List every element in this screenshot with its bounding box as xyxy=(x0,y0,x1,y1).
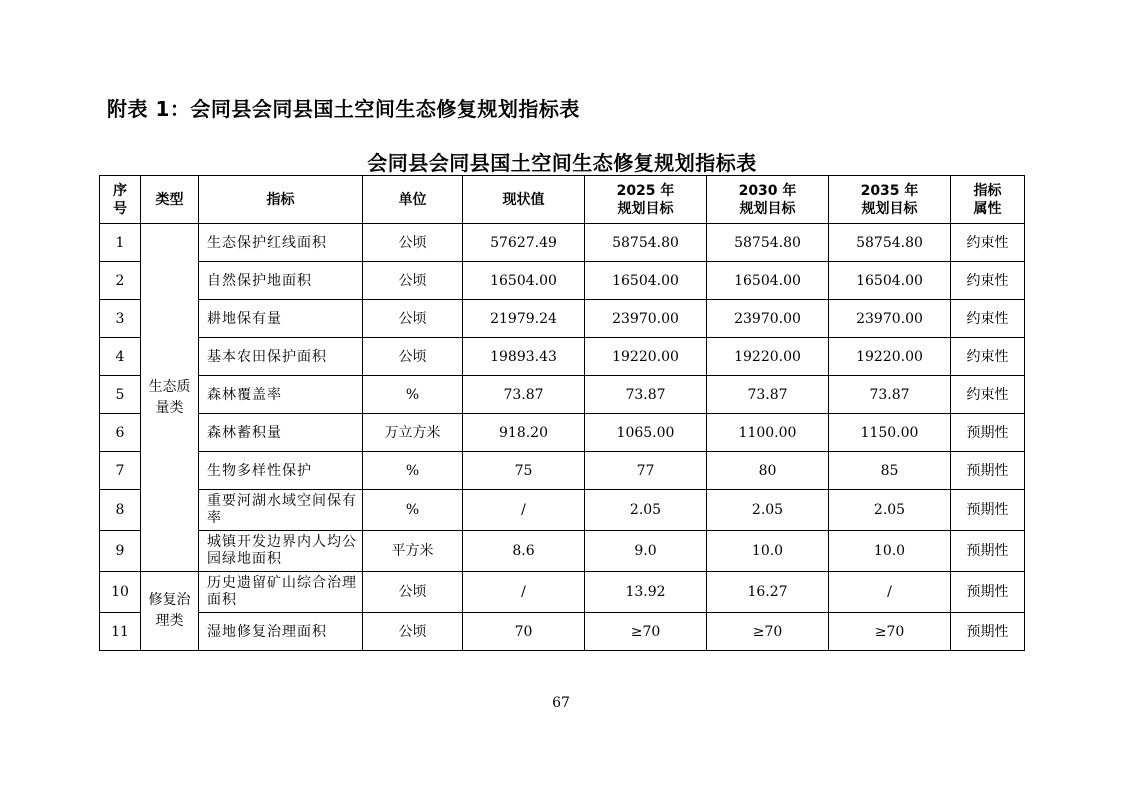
indicator-table xyxy=(99,175,1025,651)
cell-2025: 16504.00 xyxy=(585,262,707,300)
cell-2035: 10.0 xyxy=(829,531,951,572)
cell-2025: 77 xyxy=(585,452,707,490)
cell-current: 73.87 xyxy=(463,376,585,414)
cell-2035: ≥70 xyxy=(829,613,951,651)
cell-indicator: 生物多样性保护 xyxy=(199,452,363,490)
table-title: 会同县会同县国土空间生态修复规划指标表 xyxy=(367,151,757,175)
cell-2025: 19220.00 xyxy=(585,338,707,376)
cell-indicator: 生态保护红线面积 xyxy=(199,224,363,262)
cell-2035: 1150.00 xyxy=(829,414,951,452)
table-row xyxy=(100,613,1025,651)
cell-2030: 16.27 xyxy=(707,572,829,613)
cell-unit: % xyxy=(363,376,463,414)
cell-attr: 预期性 xyxy=(951,452,1025,490)
cell-2035: 2.05 xyxy=(829,490,951,531)
cell-group-restoration: 修复治理类 xyxy=(141,572,199,651)
cell-2030: 19220.00 xyxy=(707,338,829,376)
table-row xyxy=(100,414,1025,452)
cell-current: 70 xyxy=(463,613,585,651)
cell-seq: 10 xyxy=(100,572,141,613)
cell-current: / xyxy=(463,490,585,531)
header-indicator: 指标 xyxy=(199,176,363,224)
cell-2025: 2.05 xyxy=(585,490,707,531)
cell-current: 8.6 xyxy=(463,531,585,572)
header-2030-label: 规划目标 xyxy=(739,200,796,217)
cell-2025: 23970.00 xyxy=(585,300,707,338)
header-2035 xyxy=(829,176,951,224)
cell-2035: 58754.80 xyxy=(829,224,951,262)
cell-seq: 4 xyxy=(100,338,141,376)
cell-attr: 约束性 xyxy=(951,376,1025,414)
table-row xyxy=(100,531,1025,572)
cell-2035: 16504.00 xyxy=(829,262,951,300)
cell-2030: 58754.80 xyxy=(707,224,829,262)
cell-unit: 公顷 xyxy=(363,613,463,651)
header-unit: 单位 xyxy=(363,176,463,224)
cell-2035: / xyxy=(829,572,951,613)
cell-attr: 约束性 xyxy=(951,300,1025,338)
table-header-row xyxy=(100,176,1025,224)
cell-2035: 85 xyxy=(829,452,951,490)
cell-attr: 预期性 xyxy=(951,613,1025,651)
cell-current: 21979.24 xyxy=(463,300,585,338)
cell-2030: 73.87 xyxy=(707,376,829,414)
cell-current: 75 xyxy=(463,452,585,490)
header-2030-year: 2030 年 xyxy=(738,182,797,199)
cell-seq: 3 xyxy=(100,300,141,338)
header-2035-label: 规划目标 xyxy=(861,200,918,217)
cell-seq: 1 xyxy=(100,224,141,262)
cell-seq: 11 xyxy=(100,613,141,651)
cell-unit: 公顷 xyxy=(363,224,463,262)
cell-2030: 10.0 xyxy=(707,531,829,572)
cell-2025: 13.92 xyxy=(585,572,707,613)
header-2035-year: 2035 年 xyxy=(860,182,919,199)
table-row xyxy=(100,338,1025,376)
table-row xyxy=(100,376,1025,414)
header-seq: 序号 xyxy=(100,176,141,224)
cell-indicator: 耕地保有量 xyxy=(199,300,363,338)
cell-2025: 1065.00 xyxy=(585,414,707,452)
cell-attr: 预期性 xyxy=(951,414,1025,452)
cell-seq: 2 xyxy=(100,262,141,300)
header-current: 现状值 xyxy=(463,176,585,224)
cell-seq: 8 xyxy=(100,490,141,531)
cell-indicator: 森林覆盖率 xyxy=(199,376,363,414)
appendix-caption: 附表 1：会同县会同县国土空间生态修复规划指标表 xyxy=(107,97,580,121)
cell-2025: ≥70 xyxy=(585,613,707,651)
cell-attr: 预期性 xyxy=(951,572,1025,613)
cell-indicator: 自然保护地面积 xyxy=(199,262,363,300)
cell-current: 57627.49 xyxy=(463,224,585,262)
cell-seq: 7 xyxy=(100,452,141,490)
cell-indicator: 森林蓄积量 xyxy=(199,414,363,452)
header-attr: 指标属性 xyxy=(951,176,1025,224)
cell-current: 16504.00 xyxy=(463,262,585,300)
cell-seq: 6 xyxy=(100,414,141,452)
header-2025-year: 2025 年 xyxy=(616,182,675,199)
cell-2030: 2.05 xyxy=(707,490,829,531)
header-type: 类型 xyxy=(141,176,199,224)
cell-2030: 16504.00 xyxy=(707,262,829,300)
cell-group-ecology: 生态质量类 xyxy=(141,224,199,572)
cell-unit: 公顷 xyxy=(363,338,463,376)
cell-seq: 9 xyxy=(100,531,141,572)
cell-attr: 约束性 xyxy=(951,262,1025,300)
cell-2025: 73.87 xyxy=(585,376,707,414)
cell-unit: % xyxy=(363,452,463,490)
cell-unit: 公顷 xyxy=(363,262,463,300)
table-row xyxy=(100,262,1025,300)
cell-2030: 23970.00 xyxy=(707,300,829,338)
cell-2025: 9.0 xyxy=(585,531,707,572)
cell-indicator: 湿地修复治理面积 xyxy=(199,613,363,651)
cell-unit: 公顷 xyxy=(363,300,463,338)
cell-2030: 1100.00 xyxy=(707,414,829,452)
table-row xyxy=(100,490,1025,531)
cell-unit: 平方米 xyxy=(363,531,463,572)
cell-2035: 23970.00 xyxy=(829,300,951,338)
cell-2030: 80 xyxy=(707,452,829,490)
cell-2030: ≥70 xyxy=(707,613,829,651)
cell-unit: 公顷 xyxy=(363,572,463,613)
cell-current: / xyxy=(463,572,585,613)
cell-2035: 73.87 xyxy=(829,376,951,414)
cell-indicator: 基本农田保护面积 xyxy=(199,338,363,376)
cell-attr: 预期性 xyxy=(951,531,1025,572)
cell-seq: 5 xyxy=(100,376,141,414)
cell-attr: 预期性 xyxy=(951,490,1025,531)
page-number: 67 xyxy=(552,695,570,711)
cell-2035: 19220.00 xyxy=(829,338,951,376)
cell-current: 19893.43 xyxy=(463,338,585,376)
table-row xyxy=(100,300,1025,338)
table-row xyxy=(100,224,1025,262)
header-2025-label: 规划目标 xyxy=(617,200,674,217)
cell-indicator: 重要河湖水域空间保有率 xyxy=(199,490,363,531)
cell-indicator: 城镇开发边界内人均公园绿地面积 xyxy=(199,531,363,572)
cell-indicator: 历史遗留矿山综合治理面积 xyxy=(199,572,363,613)
cell-unit: 万立方米 xyxy=(363,414,463,452)
cell-attr: 约束性 xyxy=(951,224,1025,262)
cell-attr: 约束性 xyxy=(951,338,1025,376)
header-2025 xyxy=(585,176,707,224)
cell-2025: 58754.80 xyxy=(585,224,707,262)
cell-current: 918.20 xyxy=(463,414,585,452)
cell-unit: % xyxy=(363,490,463,531)
table-row xyxy=(100,452,1025,490)
header-2030 xyxy=(707,176,829,224)
table-row xyxy=(100,572,1025,613)
